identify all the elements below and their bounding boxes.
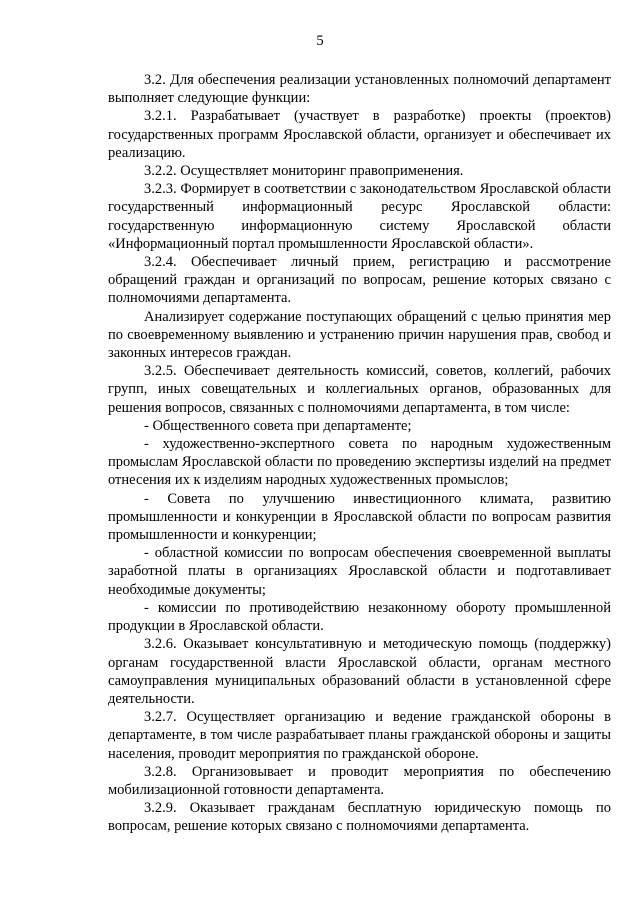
list-item-art-expert-council: - художественно-экспертного совета по народным художественным промыслам Ярославской области по проведению экспертизы изделий на предмет отнесения их к изделиям народных художественных промыслов; <box>108 436 611 489</box>
paragraph-3-2-7: 3.2.7. Осуществляет организацию и ведение гражданской обороны в департаменте, в том числе разрабатывает планы гражданской обороны и защиты населения, проводит мероприятия по гражданской обороне. <box>108 709 611 762</box>
paragraph-3-2-3: 3.2.3. Формирует в соответствии с законодательством Ярославской области государственный информационный ресурс Ярославской области: государственную информационную систему Ярославской области «Информационный портал промышленности Ярославской области». <box>108 181 611 252</box>
paragraph-3-2-1: 3.2.1. Разрабатывает (участвует в разработке) проекты (проектов) государственных программ Ярославской области, организует и обеспечивает их реализацию. <box>108 108 611 161</box>
document-body <box>108 71 611 836</box>
list-item-illegal-trade-commission: - комиссии по противодействию незаконному обороту промышленной продукции в Ярославской области. <box>108 599 611 635</box>
paragraph-3-2-4-analysis: Анализирует содержание поступающих обращений с целью принятия мер по своевременному выявлению и устранению причин нарушения прав, свобод и законных интересов граждан. <box>108 308 611 362</box>
paragraph-3-2: 3.2. Для обеспечения реализации установленных полномочий департамент выполняет следующие функции: <box>108 72 611 107</box>
list-item-public-council: - Общественного совета при департаменте; <box>144 417 412 434</box>
page-number: 5 <box>316 33 324 49</box>
paragraph-3-2-6: 3.2.6. Оказывает консультативную и методическую помощь (поддержку) органам государственной власти Ярославской области, органам местного самоуправления муниципальных образований области в установленной сфере деятельности. <box>108 636 611 707</box>
paragraph-3-2-2: 3.2.2. Осуществляет мониторинг правоприменения. <box>144 163 464 180</box>
paragraph-3-2-8: 3.2.8. Организовывает и проводит мероприятия по обеспечению мобилизационной готовности департамента. <box>108 763 611 798</box>
list-item-investment-council: - Совета по улучшению инвестиционного климата, развитию промышленности и конкуренции в Ярославской области по вопросам развития промышленности и конкуренции; <box>108 490 611 544</box>
paragraph-3-2-4: 3.2.4. Обеспечивает личный прием, регистрацию и рассмотрение обращений граждан и организаций по вопросам, решение которых связано с полномочиями департамента. <box>108 254 611 307</box>
paragraph-3-2-5: 3.2.5. Обеспечивает деятельность комиссий, советов, коллегий, рабочих групп, иных совещательных и коллегиальных органов, образованных для решения вопросов, связанных с полномочиями департамента, в том числе: <box>108 363 611 416</box>
list-item-wage-commission: - областной комиссии по вопросам обеспечения своевременной выплаты заработной платы в организациях Ярославской области и подготавливает необходимые документы; <box>108 545 611 598</box>
paragraph-3-2-9: 3.2.9. Оказывает гражданам бесплатную юридическую помощь по вопросам, решение которых связано с полномочиями департамента. <box>108 800 611 835</box>
